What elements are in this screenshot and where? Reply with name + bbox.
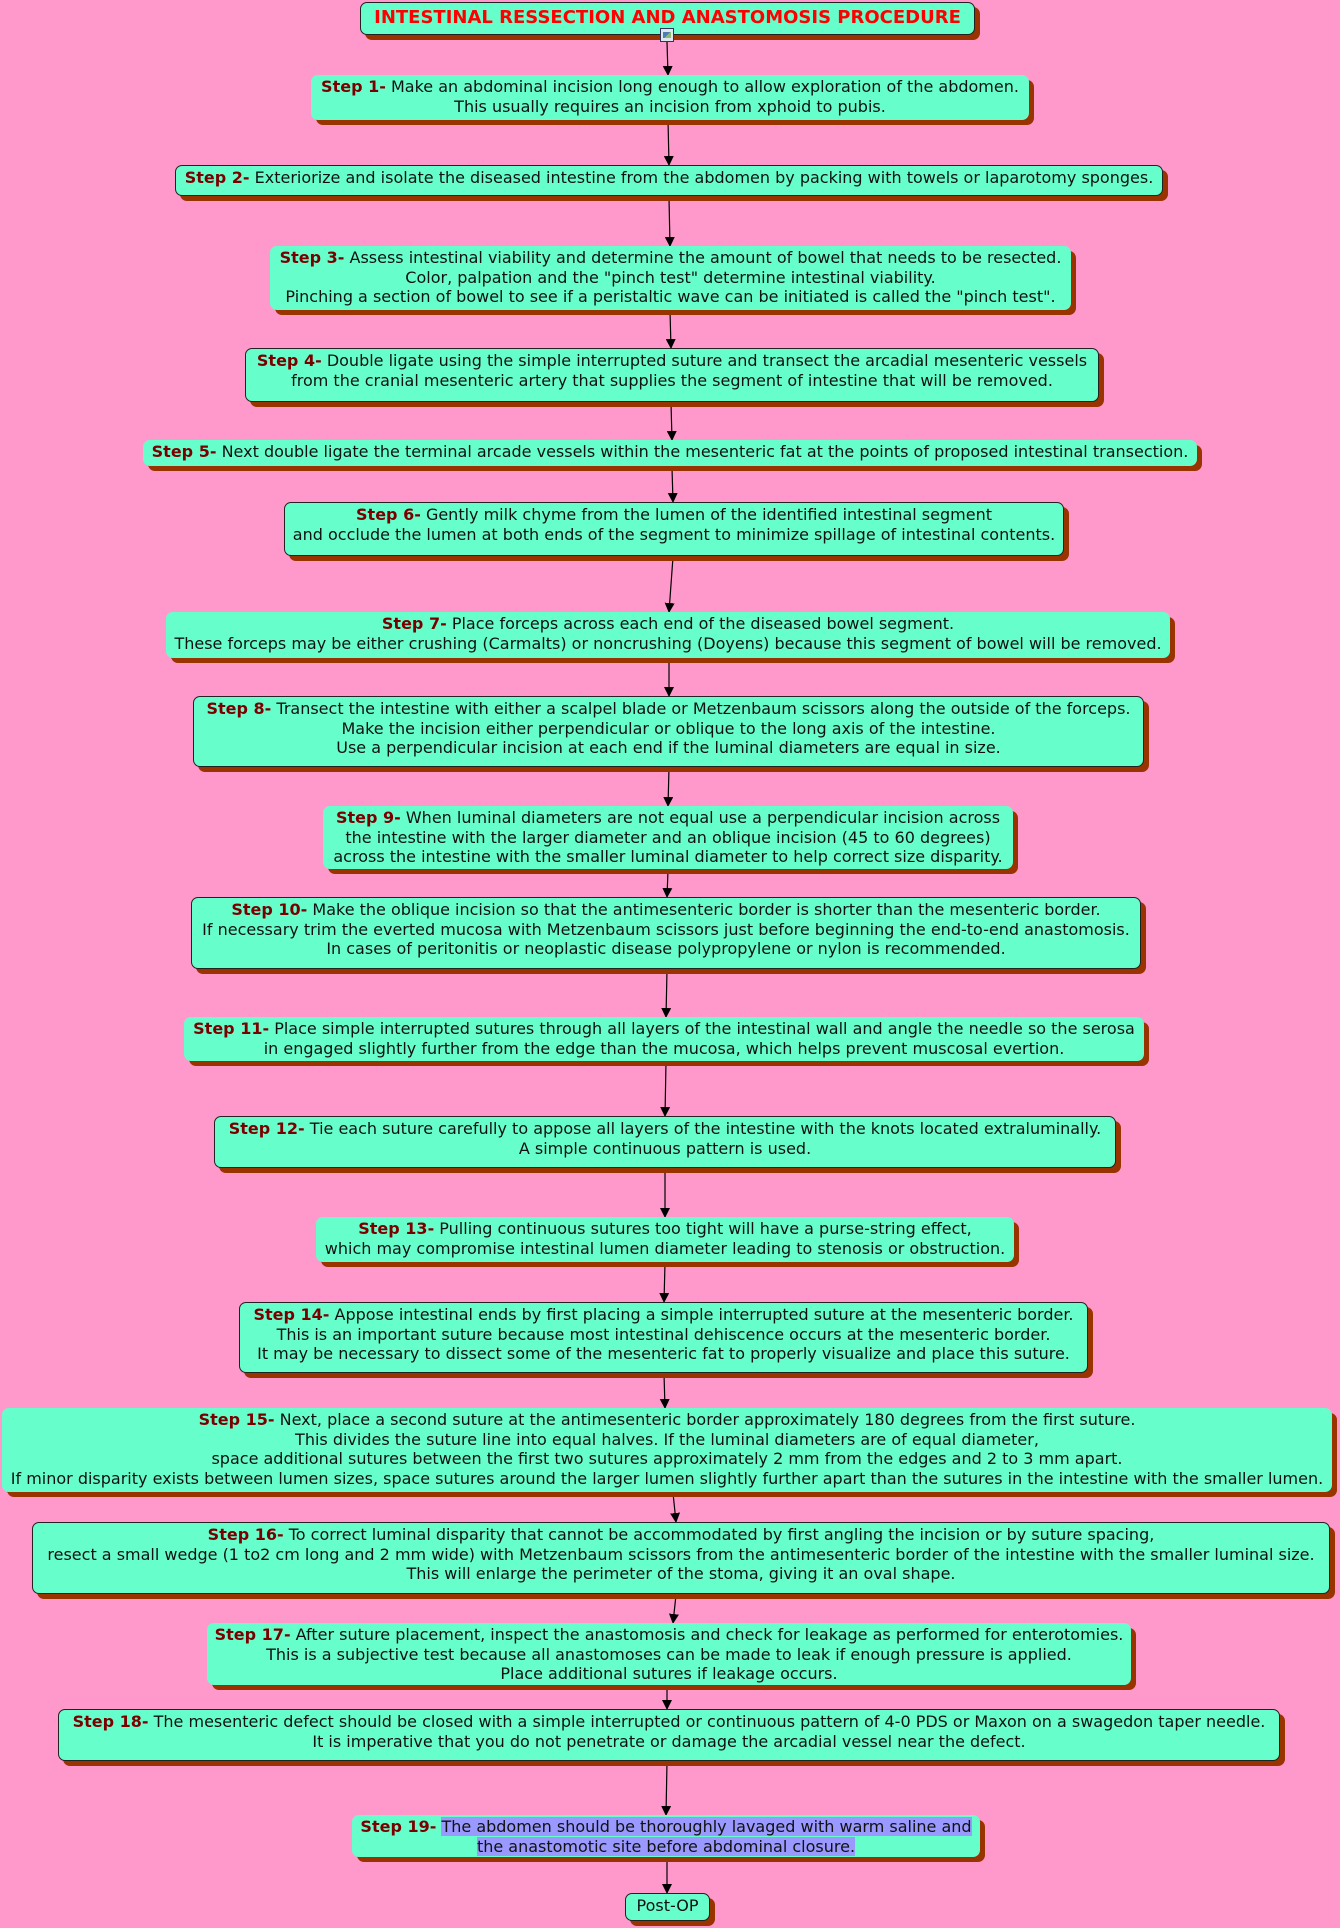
step-11-box	[184, 1017, 1144, 1061]
step-text-line	[358, 1837, 974, 1857]
step-10-box	[191, 897, 1141, 969]
connector-arrow-10	[667, 870, 668, 897]
connector-arrow-3	[669, 198, 670, 246]
step-text-line	[246, 1325, 1081, 1345]
connector-arrow-14	[664, 1263, 665, 1302]
step-label: Step 8-	[206, 699, 272, 718]
step-text: In cases of peritonitis or neoplastic disease polypropylene or nylon is recommended.	[326, 939, 1006, 958]
step-14-box	[239, 1302, 1088, 1373]
step-text: The abdomen should be thoroughly lavaged with warm saline and	[441, 1817, 972, 1836]
step-18-box	[58, 1709, 1280, 1761]
step-8-box	[193, 696, 1144, 767]
step-text: This divides the suture line into equal halves. If the luminal diameters are of equal diameter,	[295, 1429, 1039, 1449]
step-label: Step 4-	[256, 351, 322, 370]
connector-arrow-1	[667, 42, 668, 75]
step-15-box	[2, 1408, 1332, 1492]
step-text-line	[246, 1344, 1081, 1364]
step-text-line	[317, 77, 1023, 97]
step-text-line	[39, 1545, 1323, 1565]
step-text-line	[213, 1625, 1125, 1645]
step-label: Step 7-	[381, 614, 447, 633]
step-text: Next, place a second suture at the antimesenteric border approximately 180 degrees from the first suture.	[279, 1410, 1136, 1429]
step-text: Tie each suture carefully to appose all layers of the intestine with the knots located extraluminally.	[309, 1119, 1102, 1138]
step-text-line	[190, 1039, 1138, 1059]
step-label: Step 10-	[231, 900, 308, 919]
step-text: Gently milk chyme from the lumen of the identified intestinal segment	[425, 505, 992, 524]
step-text-line	[329, 847, 1007, 867]
step-text: Place simple interrupted sutures through all layers of the intestinal wall and angle the needle so the serosa	[274, 1019, 1135, 1038]
step-text-line	[329, 808, 1007, 828]
step-text: Use a perpendicular incision at each end if the luminal diameters are equal in size.	[336, 738, 1001, 757]
step-text: This is a subjective test because all anastomoses can be made to leak if enough pressure is applied.	[266, 1644, 1072, 1664]
step-text-line	[276, 287, 1065, 307]
step-text: in engaged slightly further from the edge than the mucosa, which helps prevent muscosal evertion.	[263, 1038, 1065, 1058]
step-text-line	[252, 351, 1092, 371]
step-text-line	[39, 1525, 1323, 1545]
step-text: the anastomotic site before abdominal closure.	[476, 1836, 856, 1856]
step-text-line	[8, 1410, 1326, 1430]
connector-arrow-9	[668, 768, 669, 806]
step-text-line	[172, 614, 1164, 634]
step-text-line	[8, 1469, 1326, 1489]
step-text: The mesenteric defect should be closed with a simple interrupted or continuous pattern of 4-0 PDS or Maxon on a swagedon taper needle.	[153, 1712, 1266, 1731]
step-label: Step 18-	[72, 1712, 149, 1731]
step-text-line	[317, 97, 1023, 117]
step-text-line	[200, 699, 1137, 719]
step-text: To correct luminal disparity that cannot be accommodated by first angling the incision or by suture spacing,	[288, 1525, 1155, 1544]
step-19-box	[352, 1815, 980, 1857]
step-text: from the cranial mesenteric artery that supplies the segment of intestine that will be removed.	[291, 370, 1053, 390]
connector-arrow-4	[670, 311, 671, 348]
step-text: which may compromise intestinal lumen diameter leading to stenosis or obstruction.	[324, 1238, 1006, 1258]
step-text-line	[291, 505, 1057, 525]
step-text-line	[213, 1645, 1125, 1665]
step-9-box	[323, 806, 1013, 869]
step-label: Step 3-	[279, 248, 345, 267]
connector-arrow-19	[666, 1762, 667, 1815]
step-label: Step 19-	[360, 1817, 437, 1836]
step-text-line	[213, 1664, 1125, 1684]
step-label: Step 14-	[253, 1305, 330, 1324]
step-text-line	[322, 1219, 1008, 1239]
step-7-box	[166, 612, 1170, 658]
step-text: These forceps may be either crushing (Carmalts) or noncrushing (Doyens) because this segment of bowel will be removed.	[174, 633, 1162, 653]
step-text-line	[182, 168, 1156, 188]
connector-arrow-16	[673, 1493, 676, 1522]
connector-arrow-11	[666, 970, 667, 1017]
step-5-box	[143, 440, 1197, 466]
step-3-box	[270, 246, 1071, 310]
step-label: Step 17-	[214, 1625, 291, 1644]
step-label: Step 6-	[356, 505, 421, 524]
step-2-box	[175, 165, 1163, 196]
step-12-box	[214, 1116, 1116, 1168]
step-text-line	[65, 1732, 1273, 1752]
step-label: Step 16-	[207, 1525, 284, 1544]
step-label: Step 15-	[198, 1410, 275, 1429]
step-label: Step 11-	[193, 1019, 270, 1038]
step-text: Make the oblique incision so that the antimesenteric border is shorter than the mesenteric border.	[312, 900, 1101, 919]
step-text: This will enlarge the perimeter of the stoma, giving it an oval shape.	[406, 1564, 956, 1583]
step-text: If minor disparity exists between lumen sizes, space sutures around the larger lumen slightly further apart than the sutures in the intestine with the smaller lumen.	[10, 1468, 1324, 1488]
step-text-line	[172, 634, 1164, 654]
step-text: Appose intestinal ends by first placing a simple interrupted suture at the mesenteric border.	[334, 1305, 1074, 1324]
image-icon	[660, 28, 674, 42]
step-label: Step 2-	[184, 168, 250, 187]
step-text: Transect the intestine with either a scalpel blade or Metzenbaum scissors along the outside of the forceps.	[276, 699, 1131, 718]
step-text-line	[198, 900, 1134, 920]
step-6-box	[284, 502, 1064, 556]
page-title: INTESTINAL RESSECTION AND ANASTOMOSIS PROCEDURE	[360, 2, 975, 35]
step-text-line	[39, 1564, 1323, 1584]
step-label: Step 12-	[228, 1119, 305, 1138]
step-text-line	[246, 1305, 1081, 1325]
step-text: After suture placement, inspect the anastomosis and check for leakage as performed for enterotomies.	[295, 1625, 1124, 1644]
step-text: This usually requires an incision from xphoid to pubis.	[454, 96, 886, 116]
step-17-box	[207, 1623, 1131, 1685]
step-text: the intestine with the larger diameter and an oblique incision (45 to 60 degrees)	[345, 827, 991, 847]
step-text: Make an abdominal incision long enough to allow exploration of the abdomen.	[390, 77, 1019, 96]
step-text: Pulling continuous sutures too tight will have a purse-string effect,	[439, 1219, 972, 1238]
step-text-line	[200, 719, 1137, 739]
step-4-box	[245, 348, 1099, 402]
step-text: This is an important suture because most intestinal dehiscence occurs at the mesenteric border.	[276, 1324, 1051, 1344]
step-text-line	[358, 1817, 974, 1837]
step-text: Color, palpation and the "pinch test" determine intestinal viability.	[405, 267, 936, 287]
step-label: Step 1-	[321, 77, 386, 96]
step-text: It is imperative that you do not penetrate or damage the arcadial vessel near the defect.	[312, 1731, 1026, 1751]
step-text-line	[8, 1430, 1326, 1450]
step-16-box	[32, 1522, 1330, 1594]
step-text: and occlude the lumen at both ends of the segment to minimize spillage of intestinal contents.	[292, 524, 1056, 544]
step-text-line	[221, 1119, 1109, 1139]
step-label: Step 13-	[358, 1219, 435, 1238]
step-text: Exteriorize and isolate the diseased intestine from the abdomen by packing with towels or laparotomy sponges.	[254, 168, 1154, 187]
step-text-line	[221, 1139, 1109, 1159]
step-text-line	[198, 939, 1134, 959]
step-text: Place additional sutures if leakage occurs.	[500, 1664, 838, 1683]
step-text: It may be necessary to dissect some of the mesenteric fat to properly visualize and place this suture.	[257, 1344, 1070, 1363]
step-1-box	[311, 75, 1029, 120]
step-text-line	[200, 738, 1137, 758]
connector-arrow-17	[673, 1595, 676, 1623]
connector-arrow-2	[668, 120, 669, 165]
step-text-line	[276, 248, 1065, 268]
connector-arrow-5	[671, 403, 672, 440]
connector-arrow-12	[665, 1062, 666, 1116]
step-text: Make the incision either perpendicular or oblique to the long axis of the intestine.	[341, 718, 996, 738]
step-text-line	[329, 828, 1007, 848]
step-text-line	[149, 442, 1191, 462]
step-text: A simple continuous pattern is used.	[518, 1138, 812, 1158]
step-label: Step 5-	[151, 442, 217, 461]
step-text-line	[190, 1019, 1138, 1039]
step-text: When luminal diameters are not equal use a perpendicular incision across	[405, 808, 1001, 827]
step-13-box	[316, 1217, 1014, 1262]
connector-arrow-6	[672, 468, 673, 502]
step-text: resect a small wedge (1 to2 cm long and 2 mm wide) with Metzenbaum scissors from the antimesenteric border of the intestine with the smaller luminal size.	[47, 1544, 1315, 1564]
step-text: If necessary trim the everted mucosa with Metzenbaum scissors just before beginning the end-to-end anastomosis.	[202, 919, 1130, 939]
step-text: Next double ligate the terminal arcade vessels within the mesenteric fat at the points of proposed intestinal transection.	[221, 442, 1189, 461]
step-text: space additional sutures between the first two sutures approximately 2 mm from the edges and 2 to 3 mm apart.	[211, 1449, 1123, 1468]
step-text-line	[322, 1239, 1008, 1259]
step-text: Double ligate using the simple interrupted suture and transect the arcadial mesenteric vessels	[326, 351, 1088, 370]
step-text: across the intestine with the smaller luminal diameter to help correct size disparity.	[333, 847, 1003, 866]
step-text-line	[291, 525, 1057, 545]
step-text-line	[8, 1449, 1326, 1469]
step-label: Step 9-	[335, 808, 401, 827]
step-text: Place forceps across each end of the diseased bowel segment.	[451, 614, 955, 633]
step-text: Assess intestinal viability and determine the amount of bowel that needs to be resected.	[349, 248, 1062, 267]
connector-arrow-15	[664, 1374, 665, 1408]
step-text-line	[65, 1712, 1273, 1732]
step-text: Pinching a section of bowel to see if a peristaltic wave can be initiated is called the "pinch test".	[285, 287, 1056, 306]
connector-arrow-7	[669, 557, 673, 612]
step-text-line	[198, 920, 1134, 940]
step-text-line	[252, 371, 1092, 391]
step-text-line	[276, 268, 1065, 288]
post-op-box: Post-OP	[625, 1893, 710, 1921]
